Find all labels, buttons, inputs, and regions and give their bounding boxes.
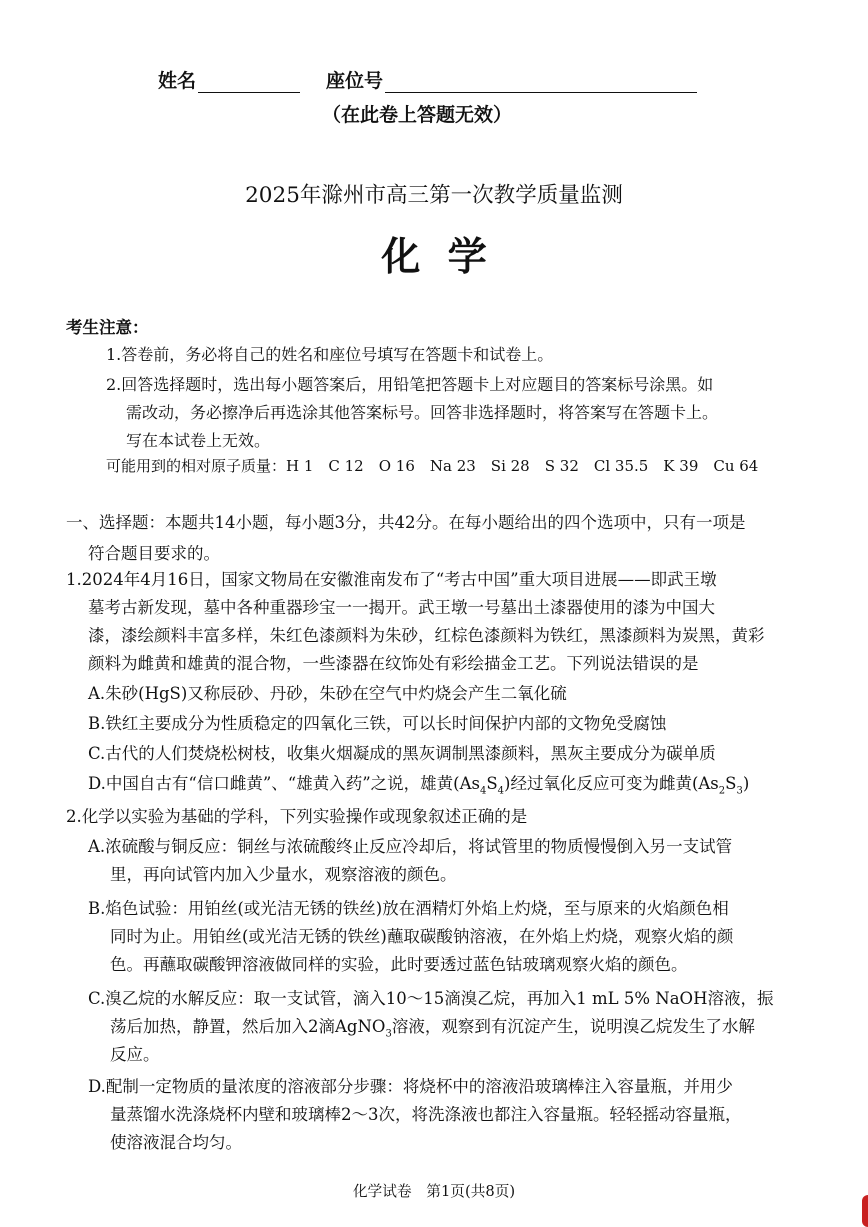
q1-stem-line-2: 墓考古新发现，墓中各种重器珍宝一一揭开。武王墩一号墓出土漆器使用的漆为中国大 <box>88 598 715 617</box>
notice-item-2-line-3: 写在本试卷上无效。 <box>126 431 271 450</box>
q1-stem-line-1: 1.2024年4月16日，国家文物局在安徽淮南发布了“考古中国”重大项目进展——即武王墩 <box>66 570 717 589</box>
q1-option-b: B.铁红主要成分为性质稳定的四氧化三铁，可以长时间保护内部的文物免受腐蚀 <box>88 714 667 733</box>
q2-option-b-line-1: B.焰色试验：用铂丝(或光洁无锈的铁丝)放在酒精灯外焰上灼烧，至与原来的火焰颜色相 <box>88 899 729 918</box>
name-label: 姓名 <box>158 70 197 92</box>
q2-option-a-line-1: A.浓硫酸与铜反应：铜丝与浓硫酸终止反应冷却后，将试管里的物质慢慢倒入另一支试管 <box>88 837 733 856</box>
q2-option-d-line-2: 量蒸馏水洗涤烧杯内壁和玻璃棒2～3次，将洗涤液也都注入容量瓶。轻轻摇动容量瓶， <box>110 1105 742 1124</box>
seat-blank <box>385 74 697 93</box>
q1-d-text-1: D.中国自古有“信口雌黄”、“雄黄入药”之说，雄黄(As <box>88 774 480 793</box>
invalid-note: （在此卷上答题无效） <box>322 104 513 126</box>
exam-title: 2025年滁州市高三第一次教学质量监测 <box>245 183 623 208</box>
q2-option-c-line-3: 反应。 <box>110 1045 160 1064</box>
section-1-line-1: 一、选择题：本题共14小题，每小题3分，共42分。在每小题给出的四个选项中，只有一项是 <box>66 513 746 532</box>
notice-item-1: 1.答卷前，务必将自己的姓名和座位号填写在答题卡和试卷上。 <box>106 345 554 364</box>
question-2 <box>66 803 846 1153</box>
page-footer: 化学试卷 第1页(共8页) <box>352 1183 516 1200</box>
q2-c-text-1: 荡后加热，静置，然后加入2滴AgNO <box>110 1017 386 1036</box>
q2-stem: 2.化学以实验为基础的学科，下列实验操作或现象叙述正确的是 <box>66 807 528 826</box>
q1-option-a: A.朱砂(HgS)又称辰砂、丹砂，朱砂在空气中灼烧会产生二氧化硫 <box>88 684 567 703</box>
q1-stem-line-3: 漆，漆绘颜料丰富多样，朱红色漆颜料为朱砂，红棕色漆颜料为铁红，黑漆颜料为炭黑，黄彩 <box>88 626 765 645</box>
seat-field <box>326 66 697 93</box>
atomic-masses: 可能用到的相对原子质量：H 1 C 12 O 16 Na 23 Si 28 S 32 Cl 35.5 K 39 Cu 64 <box>106 457 759 475</box>
q1-d-text-4: S <box>725 774 737 793</box>
q2-option-c-line-2 <box>110 1013 755 1040</box>
q2-option-a-line-2: 里，再向试管内加入少量水，观察溶液的颜色。 <box>110 865 457 884</box>
q2-option-b-line-2: 同时为止。用铂丝(或光洁无锈的铁丝)蘸取碳酸钠溶液，在外焰上灼烧，观察火焰的颜 <box>110 927 734 946</box>
q2-option-d-line-3: 使溶液混合均匀。 <box>110 1133 242 1152</box>
red-edge-mark <box>862 1195 868 1227</box>
q1-option-d <box>88 770 750 797</box>
q1-d-text-2: S <box>486 774 498 793</box>
q2-option-d-line-1: D.配制一定物质的量浓度的溶液部分步骤：将烧杯中的溶液沿玻璃棒注入容量瓶，并用少 <box>88 1077 733 1096</box>
notice-item-2-line-2: 需改动，务必擦净后再选涂其他答案标号。回答非选择题时，将答案写在答题卡上。 <box>126 403 719 422</box>
q1-d-sub-4: 3 <box>736 785 743 797</box>
q1-option-c: C.古代的人们焚烧松树枝，收集火烟凝成的黑灰调制黑漆颜料，黑灰主要成分为碳单质 <box>88 744 716 763</box>
question-1 <box>66 566 846 806</box>
seat-label: 座位号 <box>326 70 384 92</box>
subject-title: 化 学 <box>381 235 487 280</box>
q1-stem-line-4: 颜料为雌黄和雄黄的混合物，一些漆器在纹饰处有彩绘描金工艺。下列说法错误的是 <box>88 654 699 673</box>
q1-d-sub-2: 4 <box>497 785 505 797</box>
name-blank <box>198 74 300 93</box>
notice-item-2-line-1: 2.回答选择题时，选出每小题答案后，用铅笔把答题卡上对应题目的答案标号涂黑。如 <box>106 375 714 394</box>
name-field <box>158 66 300 93</box>
q1-d-text-5: ) <box>742 774 750 793</box>
q1-d-sub-1: 4 <box>479 785 487 797</box>
q1-d-text-3: )经过氧化反应可变为雌黄(As <box>504 774 719 793</box>
q1-d-sub-3: 2 <box>718 785 726 797</box>
q2-option-c-line-1: C.溴乙烷的水解反应：取一支试管，滴入10～15滴溴乙烷，再加入1 mL 5% NaOH溶液，振 <box>88 989 774 1008</box>
notice-heading: 考生注意： <box>66 318 149 337</box>
q2-c-text-2: 溶液，观察到有沉淀产生，说明溴乙烷发生了水解 <box>391 1017 755 1036</box>
q2-c-sub: 3 <box>385 1028 392 1040</box>
q2-option-b-line-3: 色。再蘸取碳酸钾溶液做同样的实验，此时要透过蓝色钴玻璃观察火焰的颜色。 <box>110 955 688 974</box>
section-1-line-2: 符合题目要求的。 <box>88 544 220 563</box>
